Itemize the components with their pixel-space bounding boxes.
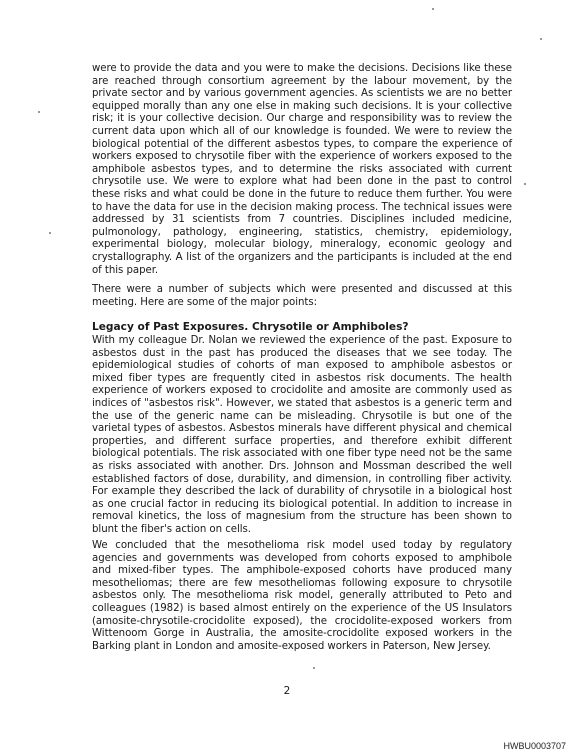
section-heading: Legacy of Past Exposures. Chrysotile or Amphiboles? bbox=[92, 321, 409, 333]
scan-speck bbox=[540, 38, 542, 40]
page-number: 2 bbox=[283, 685, 291, 697]
scan-speck bbox=[49, 232, 51, 234]
scan-speck bbox=[38, 111, 40, 113]
scan-speck bbox=[313, 667, 315, 669]
scan-speck bbox=[432, 8, 434, 10]
section-paragraph-2: We concluded that the mesothelioma risk model used today by regulatory agencies and governments was developed from cohorts exposed to amphibole and mixed-fiber types. The amphibole-exposed cohorts have produced many mesotheliomas; there are few mesotheliomas following exposure to chrysotile asbestos only. The mesothelioma risk model, generally attributed to Peto and colleagues (1982) is based almost entirely on the experience of the US Insulators (amosite-chrysotile-crocidolite exposed), the crocidolite-exposed workers from Wittenoom Gorge in Australia, the amosite-crocidolite exposed workers in the Barking plant in London and amosite-exposed workers in Paterson, New Jersey. bbox=[92, 540, 512, 652]
section-paragraph-1: With my colleague Dr. Nolan we reviewed the experience of the past. Exposure to asbestos dust in the past has produced the diseases that we see today. The epidemiological studies of cohorts of man exposed to amphibole asbestos or mixed fiber types are frequently cited in asbestos risk documents. The health experience of workers exposed to crocidolite and amosite are commonly used as indices of "asbestos risk". However, we stated that asbestos is a generic term and the use of the generic name can be misleading. Chrysotile is but one of the varietal types of asbestos. Asbestos minerals have different physical and chemical properties, and different surface properties, and therefore exhibit different biological potentials. The risk associated with one fiber type need not be the same as risks associated with another. Drs. Johnson and Mossman described the well established factors of dose, durability, and dimension, in controlling fiber activity. For example they described the lack of durability of chrysotile in a biological host as one crucial factor in reducing its biological potential. In addition to increase in removal kinetics, the loss of magnesium from the structure has been shown to blunt the fiber's action on cells. bbox=[92, 335, 512, 535]
document-id: HWBU0003707 bbox=[503, 741, 566, 751]
scan-speck bbox=[524, 183, 526, 185]
body-paragraph-2: There were a number of subjects which were presented and discussed at this meeting. Here are some of the major points: bbox=[92, 284, 512, 308]
body-paragraph-1: were to provide the data and you were to make the decisions. Decisions like these are reached through consortium agreement by the labour movement, by the private sector and by various government agencies. As scientists we are no better equipped morally than any one else in making such decisions. It is your collective risk; it is your collective decision. Our charge and responsibility was to review the current data upon which all of our knowledge is founded. We were to review the biological potential of the different asbestos types, to compare the experience of workers exposed to chrysotile fiber with the experience of workers exposed to the amphibole asbestos types, and to determine the risks associated with current chrysotile use. We were to explore what had been done in the past to control these risks and what could be done in the future to reduce them further. You were to have the data for use in the decision making process. The technical issues were addressed by 31 scientists from 7 countries. Disciplines included medicine, pulmonology, pathology, engineering, statistics, chemistry, epidemiology, experimental biology, molecular biology, mineralogy, economic geology and crystallography. A list of the organizers and the participants is included at the end of this paper. bbox=[92, 63, 512, 276]
